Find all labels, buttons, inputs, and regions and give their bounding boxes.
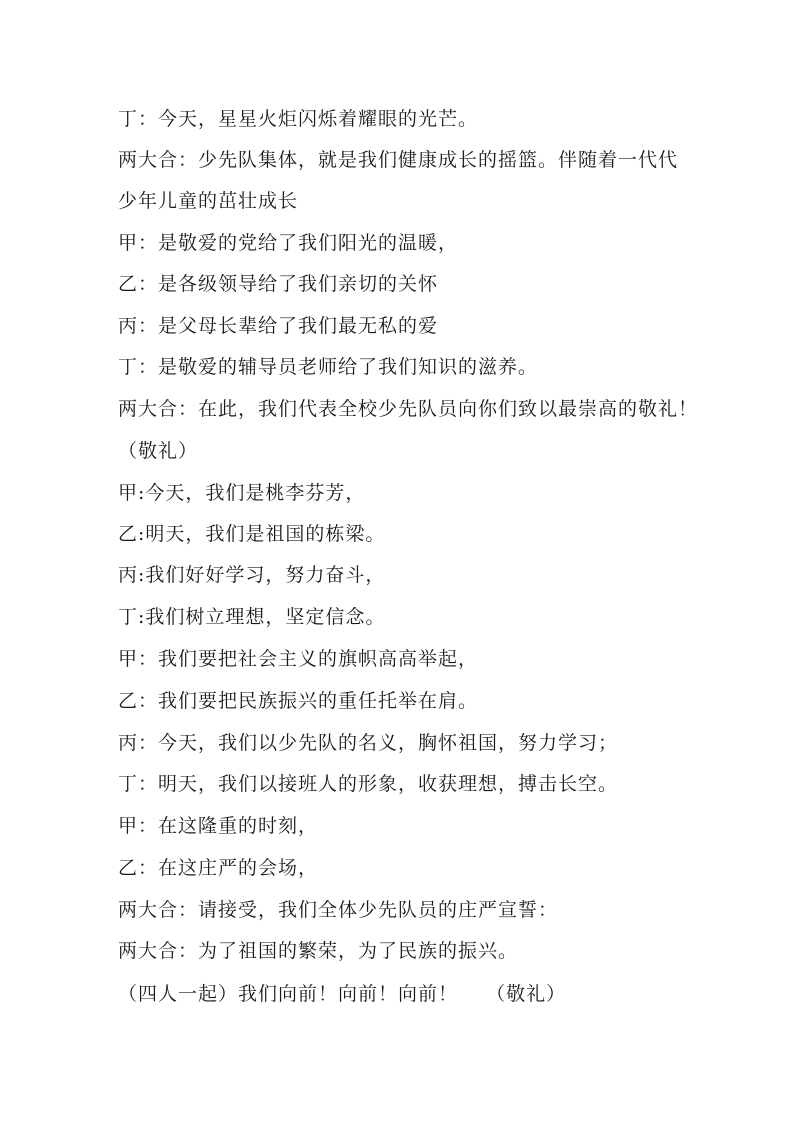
script-line: 少年儿童的茁壮成长	[118, 190, 299, 212]
script-line: 甲：我们要把社会主义的旗帜高高举起，	[118, 648, 479, 670]
script-line: 两大合：少先队集体，就是我们健康成长的摇篮。伴随着一代代	[118, 149, 679, 171]
script-line: 丁：明天，我们以接班人的形象，收获理想，搏击长空。	[118, 773, 619, 795]
script-line: 两大合：请接受，我们全体少先队员的庄严宣誓：	[118, 899, 559, 921]
script-line: 乙：我们要把民族振兴的重任托举在肩。	[118, 690, 479, 712]
script-line: 甲：是敬爱的党给了我们阳光的温暖，	[118, 232, 459, 254]
script-line: 丁：是敬爱的辅导员老师给了我们知识的滋养。	[118, 356, 539, 378]
script-line: 丙：今天，我们以少先队的名义，胸怀祖国，努力学习；	[118, 732, 619, 754]
script-line: 乙：在这庄严的会场，	[118, 857, 319, 879]
script-line: 乙：是各级领导给了我们亲切的关怀	[118, 273, 439, 295]
script-line: 丁：今天，星星火炬闪烁着耀眼的光芒。	[118, 108, 479, 130]
script-line: 两大合：在此，我们代表全校少先队员向你们致以最崇高的敬礼！	[118, 398, 699, 420]
stage-direction: （敬礼）	[118, 440, 199, 462]
script-line: 乙:明天，我们是祖国的栋梁。	[118, 523, 386, 545]
script-line: 两大合：为了祖国的繁荣，为了民族的振兴。	[118, 940, 519, 962]
script-line: （四人一起）我们向前！向前！向前！ （敬礼）	[118, 983, 567, 1005]
script-line: 丙：是父母长辈给了我们最无私的爱	[118, 315, 439, 337]
script-line: 丁:我们树立理想，坚定信念。	[118, 606, 386, 628]
script-line: 甲:今天，我们是桃李芬芳，	[118, 482, 366, 504]
script-line: 丙:我们好好学习，努力奋斗，	[118, 564, 386, 586]
script-line: 甲：在这隆重的时刻，	[118, 815, 319, 837]
